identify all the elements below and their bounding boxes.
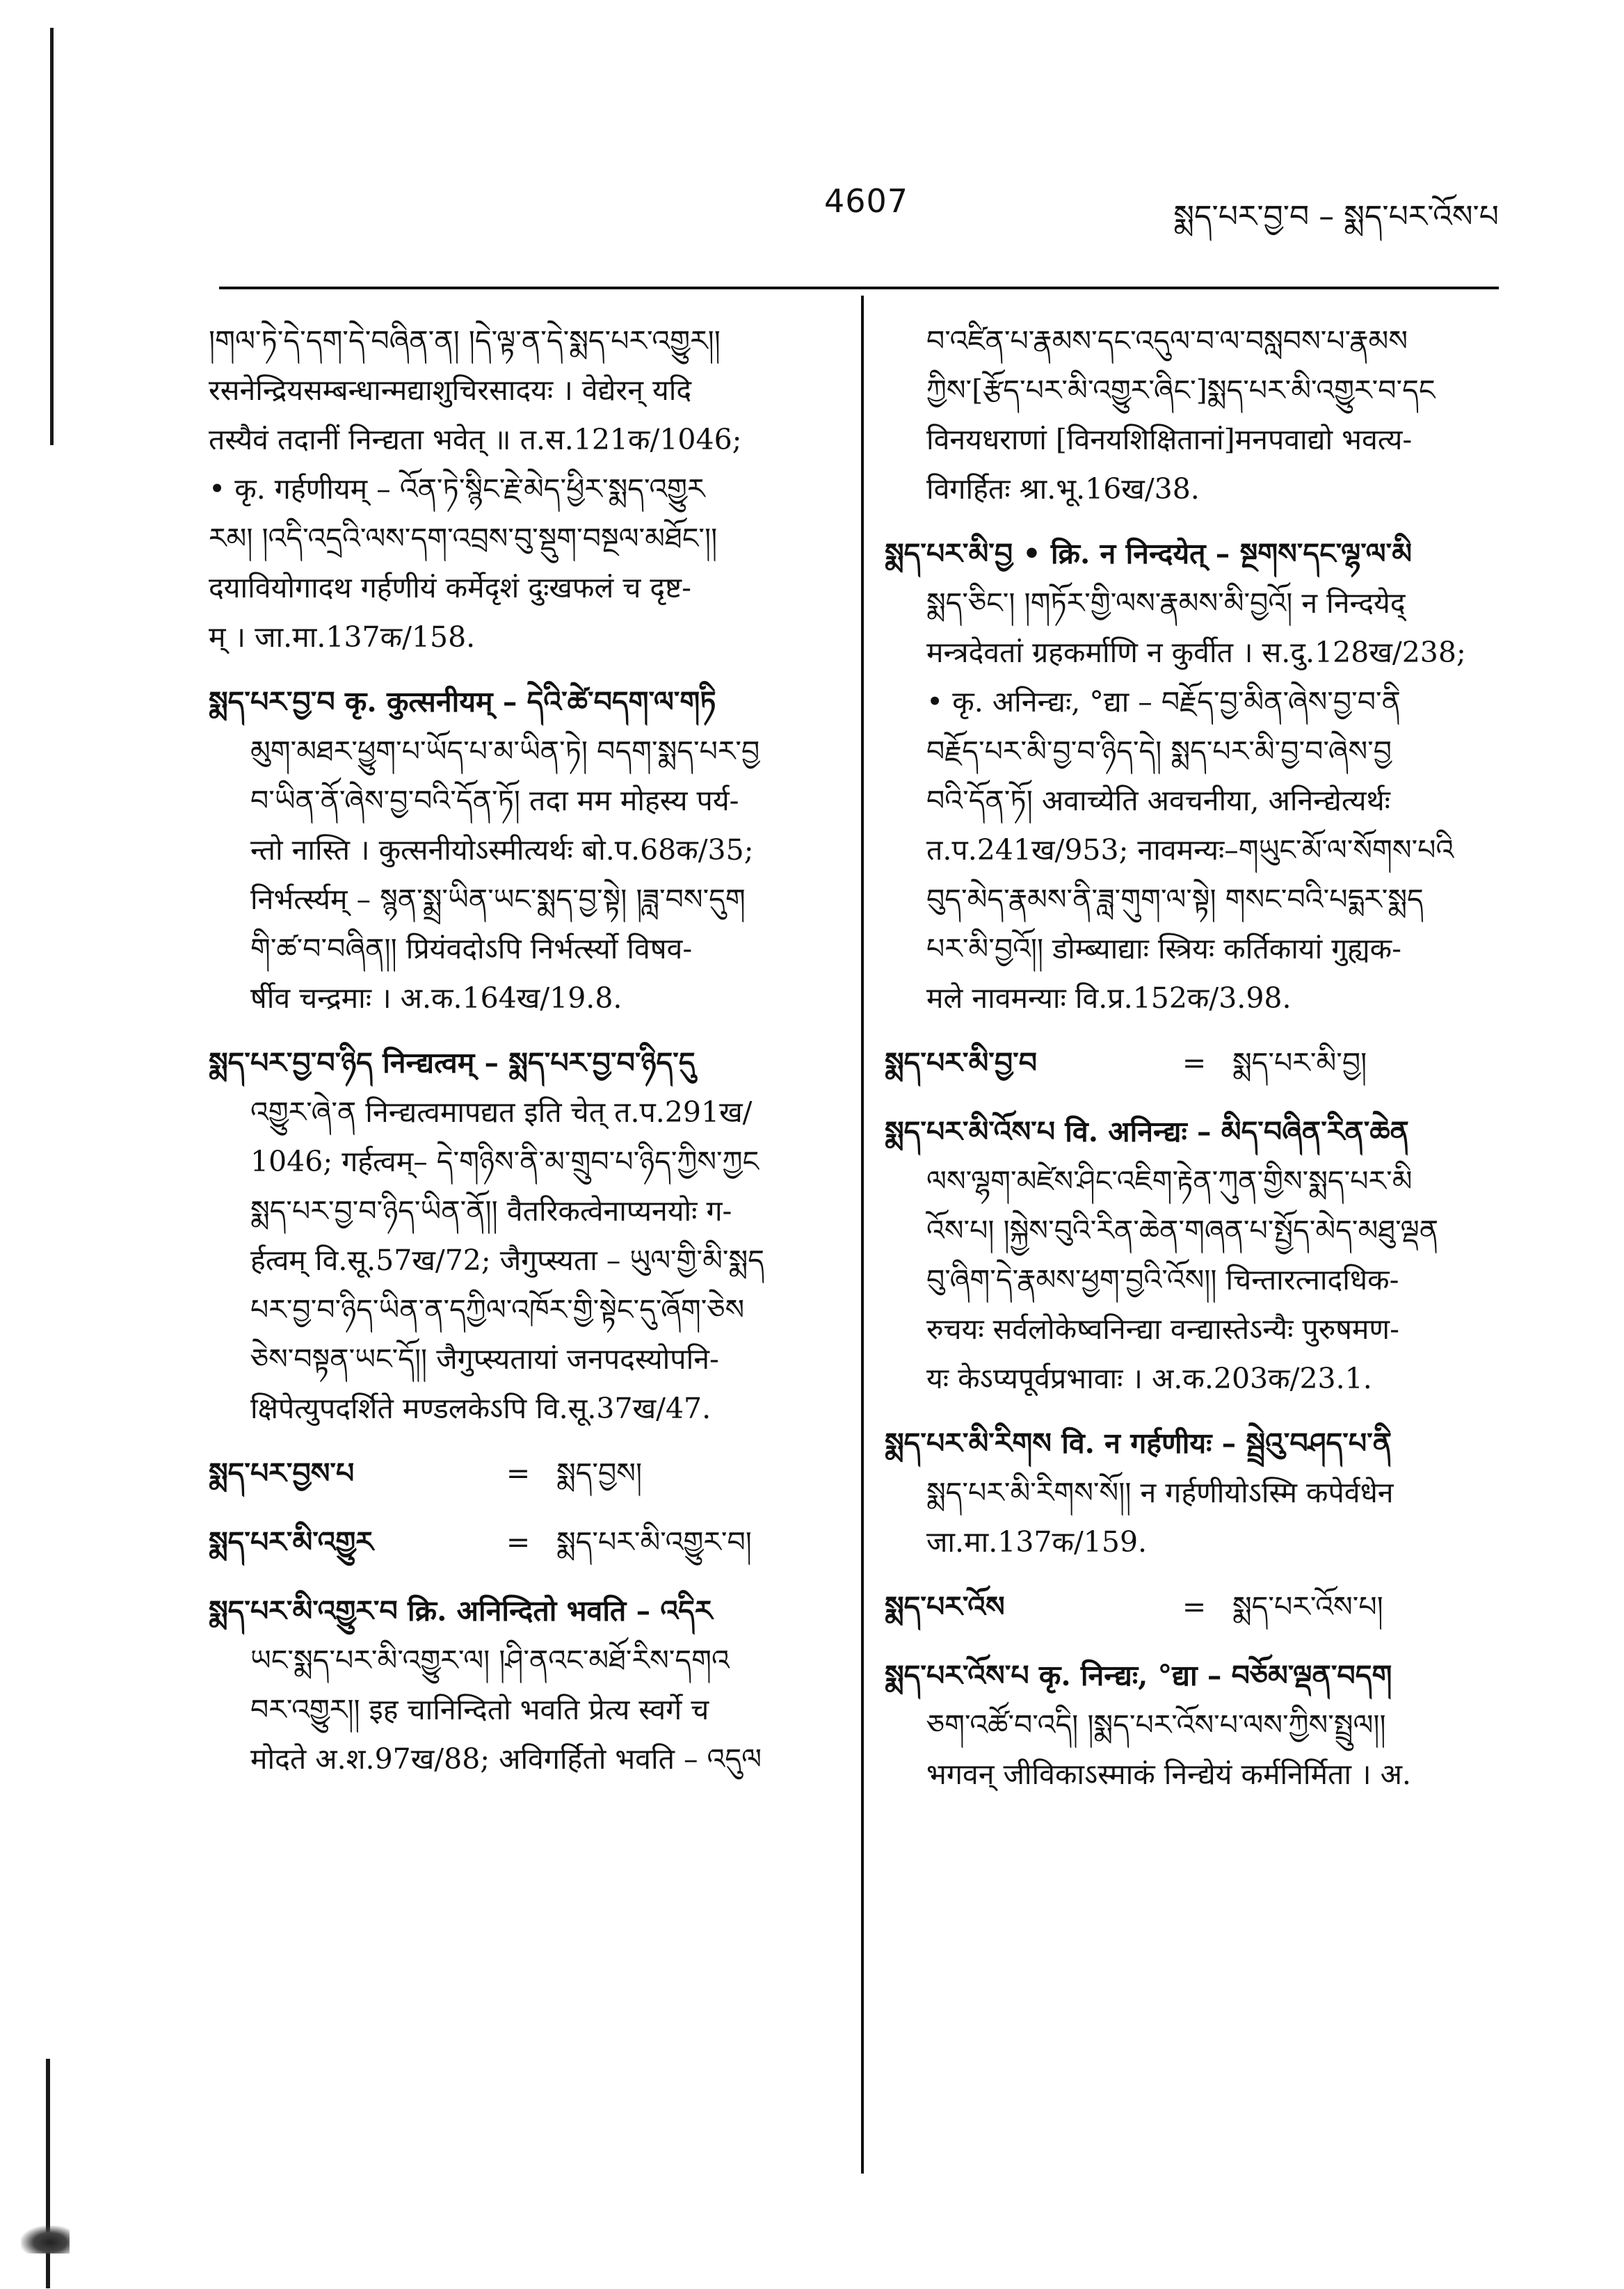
entry-line: སྨད་པར་བྱ་བ་ཉིད་ཡིན་ནོ།། वैतरिकत्वेनाप्यनयोः ग- xyxy=(250,1194,732,1228)
entry-headword-line: སྨད་པར་མི་འོས་པ वि. अनिन्द्यः – མིད་བཞིན་རིན་ཆེན xyxy=(885,1115,1409,1148)
entry-line: विनयधराणां [विनयशिक्षितानां]मनपवाद्यो भवत्य- xyxy=(926,423,1413,456)
entry-line: दयावियोगादथ गर्हणीयं कर्मेदृशं दुःखफलं च दृष्ट- xyxy=(209,571,691,604)
entry-line: བ་ཡིན་ནོ་ཞེས་བྱ་བའི་དོན་ཏོ། तदा मम मोहस्य पर्य- xyxy=(250,784,739,817)
entry-line: ཅག་འཚོ་བ་འདི། །སྨད་པར་འོས་པ་ལས་ཀྱིས་སྤྲུལ།། xyxy=(926,1708,1386,1742)
entry-line: པར་བྱ་བ་ཉིད་ཡིན་ན་དཀྱིལ་འཁོར་གྱི་སྟེང་དུ་ཞོག་ཅེས xyxy=(250,1293,745,1326)
entry-headword-line: སྨད་པར་འོས་པ कृ. निन्द्यः, °द्या – བཅོམ་ལྡན་བདག xyxy=(885,1659,1392,1692)
dictionary-entry xyxy=(209,316,835,662)
entry-line: त.प.241ख/953; नावमन्यः–གཡུང་མོ་ལ་སོགས་པའི xyxy=(926,833,1454,867)
entry-line: निर्भर्त्स्यम् – སྙན་སྨྲ་ཡིན་ཡང་སྨད་བྱ་སྟེ། །ཟླ་བས་དུག xyxy=(250,883,746,916)
dictionary-entry xyxy=(209,677,835,1023)
dictionary-entry xyxy=(885,529,1511,1023)
cross-reference-entry xyxy=(885,1038,1511,1088)
cross-reference-entry xyxy=(209,1518,835,1567)
equals-sign: = xyxy=(506,1456,531,1490)
entry-line: न्तो नास्ति । कुत्सनीयोऽस्मीत्यर्थः बो.प.68क/35; xyxy=(250,833,754,867)
dictionary-entry xyxy=(885,1419,1511,1567)
equals-sign: = xyxy=(506,1525,531,1559)
entry-line: जा.मा.137क/159. xyxy=(926,1525,1148,1559)
running-head: སྨད་པར་བྱ་བ – སྨད་པར་འོས་པ xyxy=(1173,199,1499,234)
entry-line: ཅེས་བསྟན་ཡང་དོ།། जैगुप्स्यतायां जनपदस्योपनि- xyxy=(250,1342,719,1376)
entry-line: འགྱུར་ཞེ་ན निन्द्यत्वमापद्यत इति चेत् त.प.291ख/ xyxy=(250,1095,753,1129)
entry-headword-line: སྨད་པར་མི་རིགས वि. न गर्हणीयः – སྦྲེའུ་བཤད་པ་ནི xyxy=(885,1427,1392,1460)
entry-line: བརྗོད་པར་མི་བྱ་བ་ཉིད་དེ། སྨད་པར་མི་བྱ་བ་ཞེས་བྱ xyxy=(926,734,1392,768)
entry-line: र्षीव चन्द्रमाः । अ.क.164ख/19.8. xyxy=(250,981,622,1015)
entry-line: སྨད་པར་མི་རིགས་སོ།། न गर्हणीयोऽस्मि कपेर्वधेन xyxy=(926,1476,1394,1509)
entry-line: བུ་ཞིག་དེ་རྣམས་ཕྱག་བྱའི་འོས།། चिन्तारत्नादधिक- xyxy=(926,1263,1399,1296)
cross-reference-entry xyxy=(209,1449,835,1498)
entry-line: ཀྱིས་[རྩོད་པར་མི་འགྱུར་ཞིང་]སྨད་པར་མི་འགྱུར་བ་དང xyxy=(926,374,1436,407)
entry-line: मोदते अ.श.97ख/88; अविगर्हितो भवति – འདུལ xyxy=(250,1742,762,1776)
entry-line: तस्यैवं तदानीं निन्द्यता भवेत् ॥ त.स.121क/1046; xyxy=(209,423,742,456)
cross-reference-target: སྨད་པར་མི་འགྱུར་བ། xyxy=(556,1525,752,1559)
entry-line: མུག་མཐར་ཕྱུག་པ་ཡོད་པ་མ་ཡིན་ཏེ། བདག་སྨད་པར་བྱ xyxy=(250,734,760,768)
column-divider xyxy=(861,296,864,2174)
entry-headword-line: སྨད་པར་བྱ་བ कृ. कुत्सनीयम् – དེའི་ཚེ་བདག་ལ་གཏི xyxy=(209,685,716,718)
entry-line: • कृ. गर्हणीयम् – འོན་ཏེ་སྙིང་རྗེ་མེད་ཕྱིར་སྨད་འགྱུར xyxy=(209,472,705,506)
entry-line: मन्त्रदेवतां ग्रहकर्माणि न कुर्वीत । स.दु.128ख/238; xyxy=(926,636,1466,669)
cross-reference-target: སྨད་བྱས། xyxy=(556,1456,643,1490)
entry-headword: སྨད་པར་འོས xyxy=(885,1590,1005,1623)
equals-sign: = xyxy=(1182,1046,1207,1079)
entry-line: र्हत्वम् वि.सू.57ख/72; जैगुप्स्यता – ཡུལ་གྱི་མི་སྨད xyxy=(250,1244,764,1277)
dictionary-entry xyxy=(209,1587,835,1784)
entry-line: བ་འཛིན་པ་རྣམས་དང་འདུལ་བ་ལ་བསླབས་པ་རྣམས xyxy=(926,324,1408,358)
equals-sign: = xyxy=(1182,1590,1207,1623)
entry-line: ལས་ལྷག་མཛེས་ཤིང་འཇིག་རྟེན་ཀུན་གྱིས་སྨད་པར་མི xyxy=(926,1164,1413,1198)
entry-line: །གལ་ཏེ་དེ་དག་དེ་བཞིན་ན། །དེ་ལྟ་ན་དེ་སྨད་པར་འགྱུར།། xyxy=(209,324,721,358)
entry-line: विगर्हितः श्रा.भू.16ख/38. xyxy=(926,472,1200,506)
entry-line: • कृ. अनिन्द्यः, °द्या – བརྗོད་བྱ་མིན་ཞེས་བྱ་བ་ནི xyxy=(926,685,1401,718)
page-number: 4607 xyxy=(824,182,909,220)
entry-line: मले नावमन्याः वि.प्र.152क/3.98. xyxy=(926,981,1292,1015)
scan-edge-top xyxy=(50,28,54,445)
entry-line: क्षिपेत्युपदर्शिते मण्डलकेऽपि वि.सू.37ख/47. xyxy=(250,1392,711,1425)
entry-headword-line: སྨད་པར་བྱ་བ་ཉིད निन्द्यत्वम् – སྨད་པར་བྱ་བ་ཉིད་དུ xyxy=(209,1046,696,1079)
cross-reference-entry xyxy=(885,1582,1511,1632)
dictionary-entry xyxy=(885,1107,1511,1404)
entry-line: भगवन् जीविकाऽस्माकं निन्द्येयं कर्मनिर्मिता । अ. xyxy=(926,1758,1411,1791)
entry-line: པར་མི་བྱའོ།། डोम्ब्याद्याः स्त्रियः कर्तिकायां गुह्यक- xyxy=(926,932,1401,965)
entry-headword: སྨད་པར་བྱས་པ xyxy=(209,1456,355,1490)
cross-reference-target: སྨད་པར་མི་བྱ། xyxy=(1232,1046,1367,1079)
entry-headword: སྨད་པར་མི་འགྱུར xyxy=(209,1525,373,1559)
dictionary-entry xyxy=(885,316,1511,514)
left-column xyxy=(209,316,835,1799)
entry-line: བུད་མེད་རྣམས་ནི་ཟླ་གུག་ལ་སྟེ། གསང་བའི་པདྨར་སྨད xyxy=(926,883,1424,916)
entry-line: འོས་པ། །སྐྱེས་བུའི་རིན་ཆེན་གཞན་པ་སྤྱོད་མེད་མཐུ་ལྡན xyxy=(926,1214,1439,1247)
entry-line: 1046; गर्हत्वम्– དེ་གཉིས་ནི་མ་གྲུབ་པ་ཉིད་ཀྱིས་ཀྱང xyxy=(250,1145,759,1178)
entry-line: रसनेन्द्रियसम्बन्धान्मद्याशुचिरसादयः । वेद्येरन् यदि xyxy=(209,374,692,407)
header-rule xyxy=(219,287,1499,289)
entry-line: བའི་དོན་ཏོ། अवाच्येति अवचनीया, अनिन्द्येत्यर्थः xyxy=(926,784,1390,817)
entry-line: སྨད་ཅིང་། །གཏོར་གྱི་ལས་རྣམས་མི་བྱའོ། न निन्दयेद् xyxy=(926,586,1406,620)
scan-edge-bottom xyxy=(46,2059,50,2288)
scan-smudge xyxy=(21,2226,70,2254)
entry-line: གི་ཚ་བ་བཞིན།། प्रियंवदोऽपि निर्भर्त्स्यो विषव- xyxy=(250,932,693,965)
entry-line: म् । जा.मा.137क/158. xyxy=(209,620,476,654)
dictionary-entry xyxy=(885,1651,1511,1799)
right-column xyxy=(885,316,1511,1815)
entry-line: རམ། །འདི་འདྲའི་ལས་དག་འབྲས་བུ་སྡུག་བསྔལ་མཐོང་།། xyxy=(209,522,718,555)
entry-line: यः केऽप्यपूर्वप्रभावाः । अ.क.203क/23.1. xyxy=(926,1362,1372,1395)
dictionary-entry xyxy=(209,1038,835,1433)
entry-line: བར་འགྱུར།། इह चानिन्दितो भवति प्रेत्य स्वर्गे च xyxy=(250,1693,709,1726)
entry-line: रुचयः सर्वलोकेष्वनिन्द्या वन्द्यास्तेऽन्यैः पुरुषमण- xyxy=(926,1312,1399,1346)
entry-headword-line: སྨད་པར་མི་བྱ • क्रि. न निन्दयेत् – སྔགས་དང་ལྷ་ལ་མི xyxy=(885,537,1412,570)
cross-reference-target: སྨད་པར་འོས་པ། xyxy=(1232,1590,1383,1623)
entry-headword-line: སྨད་པར་མི་འགྱུར་བ क्रि. अनिन्दितो भवति – འདིར xyxy=(209,1594,713,1628)
entry-headword: སྨད་པར་མི་བྱ་བ xyxy=(885,1046,1038,1079)
entry-line: ཡང་སྨད་པར་མི་འགྱུར་ལ། །ཤི་ནའང་མཐོ་རིས་དགའ xyxy=(250,1644,730,1677)
